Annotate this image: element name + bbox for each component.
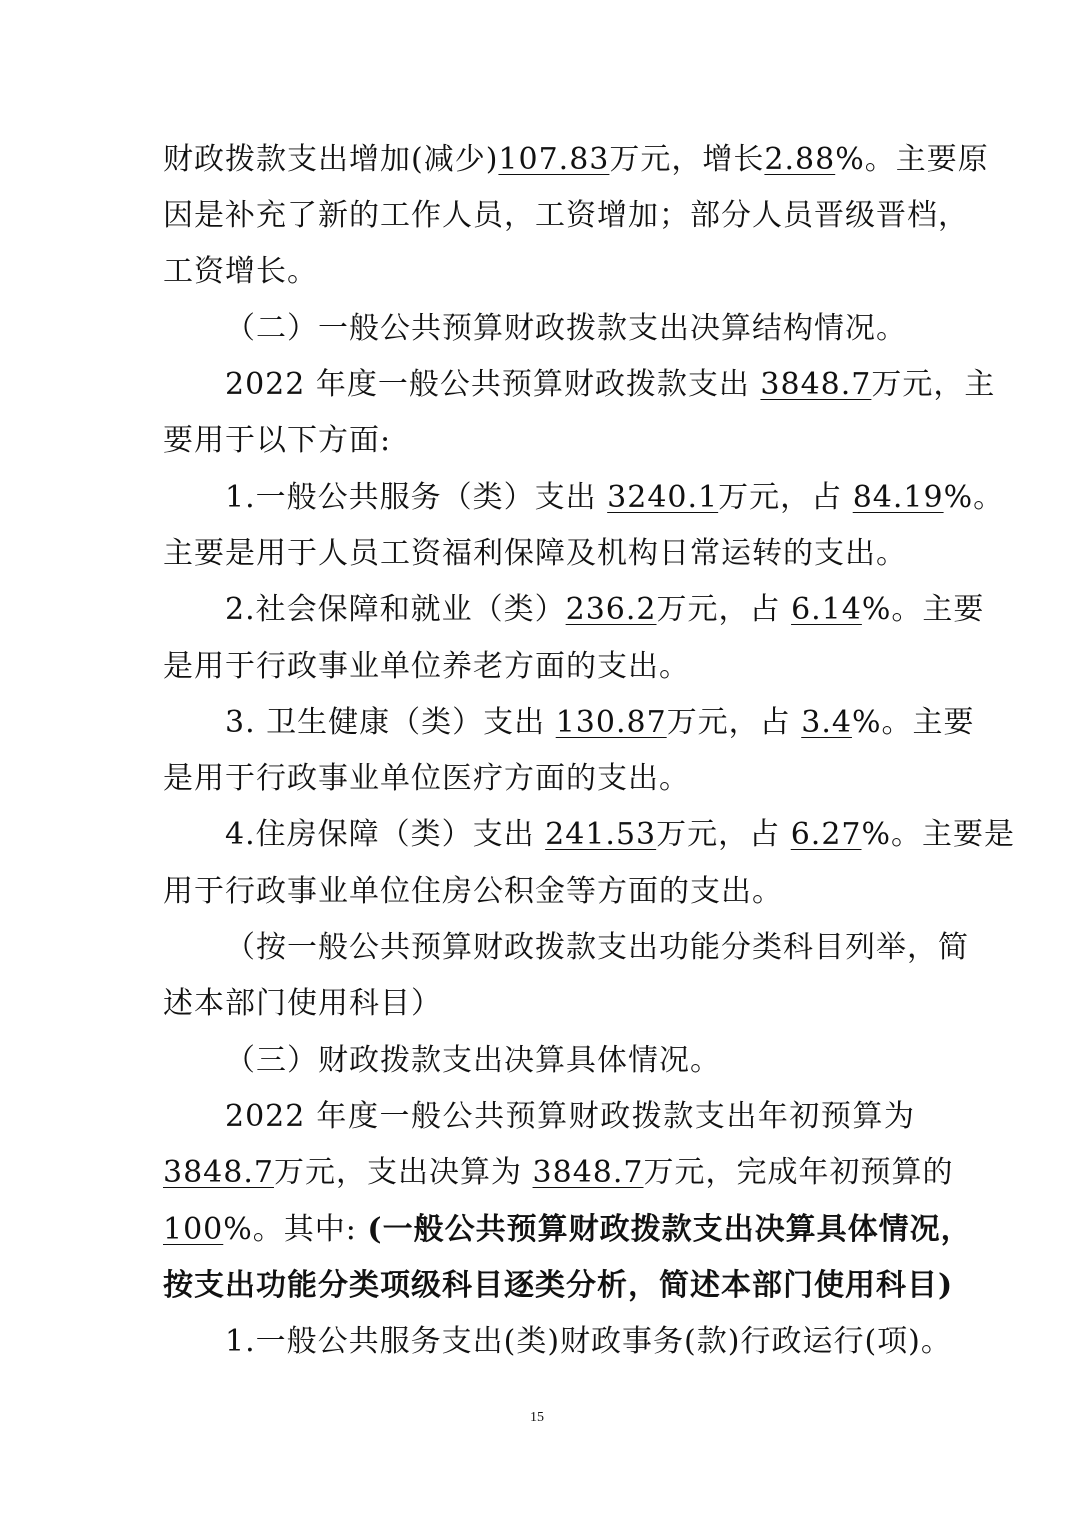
bold-note: (一般公共预算财政拨款支出决算具体情况，	[367, 1212, 972, 1247]
text-line	[225, 478, 1005, 518]
underlined-value: 84.19	[852, 480, 944, 515]
text-run: %。主要原	[835, 142, 989, 177]
underlined-value: 241.53	[545, 817, 657, 852]
text-run: 2.社会保障和就业（类）	[225, 592, 566, 627]
underlined-value: 3240.1	[607, 480, 719, 515]
text-run: %。	[943, 480, 1005, 515]
text-run: 万元，占	[656, 592, 792, 627]
text-line	[163, 1153, 954, 1193]
text-run: （按一般公共预算财政拨款支出功能分类科目列举，简	[225, 930, 969, 965]
underlined-value: 6.14	[791, 592, 862, 627]
underlined-value: 100	[163, 1212, 224, 1247]
text-run: 万元，增长	[609, 142, 765, 177]
text-run: 述本部门使用科目）	[163, 986, 442, 1021]
underlined-value: 3.4	[801, 705, 852, 740]
text-run: （二）一般公共预算财政拨款支出决算结构情况。	[225, 311, 907, 346]
text-line	[225, 815, 1016, 855]
text-run: 万元，占	[666, 705, 802, 740]
text-run: 是用于行政事业单位医疗方面的支出。	[163, 761, 690, 796]
bold-note: 按支出功能分类项级科目逐类分析，简述本部门使用科目)	[163, 1268, 954, 1303]
text-line	[225, 1041, 915, 1081]
underlined-value: 6.27	[790, 817, 862, 852]
text-run: 万元，主	[871, 367, 996, 402]
text-run: 1.一般公共服务（类）支出	[225, 480, 608, 515]
text-line	[163, 1210, 972, 1250]
underlined-value: 3848.7	[760, 367, 872, 402]
text-line	[163, 984, 913, 1024]
underlined-value: 236.2	[565, 592, 657, 627]
text-run: 3. 卫生健康（类）支出	[225, 705, 556, 740]
text-run: %。主要是	[861, 817, 1016, 852]
text-run: 用于行政事业单位住房公积金等方面的支出。	[163, 874, 783, 909]
text-run: %。主要	[861, 592, 985, 627]
text-run: 因是补充了新的工作人员，工资增加；部分人员晋级晋档，	[163, 198, 969, 233]
text-line	[163, 534, 913, 574]
text-run: 万元，占	[718, 480, 853, 515]
text-run: 财政拨款支出增加(减少)	[163, 142, 499, 177]
text-line	[225, 1097, 915, 1137]
text-run: 2022 年度一般公共预算财政拨款支出年初预算为	[225, 1099, 915, 1134]
text-run: 是用于行政事业单位养老方面的支出。	[163, 649, 690, 684]
underlined-value: 3848.7	[532, 1155, 644, 1190]
underlined-value: 130.87	[555, 705, 667, 740]
underlined-value: 107.83	[498, 142, 610, 177]
text-line	[225, 309, 915, 349]
text-run: 要用于以下方面:	[163, 423, 392, 458]
text-run: 万元，支出决算为	[273, 1155, 533, 1190]
text-line	[163, 872, 913, 912]
text-run: 4.住房保障（类）支出	[225, 817, 546, 852]
underlined-value: 2.88	[764, 142, 836, 177]
text-line	[163, 421, 913, 461]
text-line	[225, 590, 985, 630]
text-line	[163, 1266, 954, 1306]
text-line	[225, 928, 969, 968]
text-line	[225, 365, 996, 405]
text-run: 万元，完成年初预算的	[643, 1155, 954, 1190]
text-line	[163, 140, 989, 180]
text-line	[163, 759, 913, 799]
text-run: （三）财政拨款支出决算具体情况。	[225, 1043, 721, 1078]
underlined-value: 3848.7	[163, 1155, 274, 1190]
text-run: 1.一般公共服务支出(类)财政事务(款)行政运行(项)。	[225, 1324, 952, 1359]
text-line	[163, 647, 913, 687]
text-line	[225, 1322, 952, 1362]
text-run: 2022 年度一般公共预算财政拨款支出	[225, 367, 761, 402]
text-line	[163, 252, 913, 292]
text-line	[225, 703, 975, 743]
text-run: 主要是用于人员工资福利保障及机构日常运转的支出。	[163, 536, 907, 571]
text-run: 万元，占	[656, 817, 791, 852]
page-number: 15	[530, 1410, 544, 1425]
text-run: %。其中:	[223, 1212, 368, 1247]
text-run: 工资增长。	[163, 254, 318, 289]
text-run: %。主要	[851, 705, 975, 740]
text-line	[163, 196, 969, 236]
